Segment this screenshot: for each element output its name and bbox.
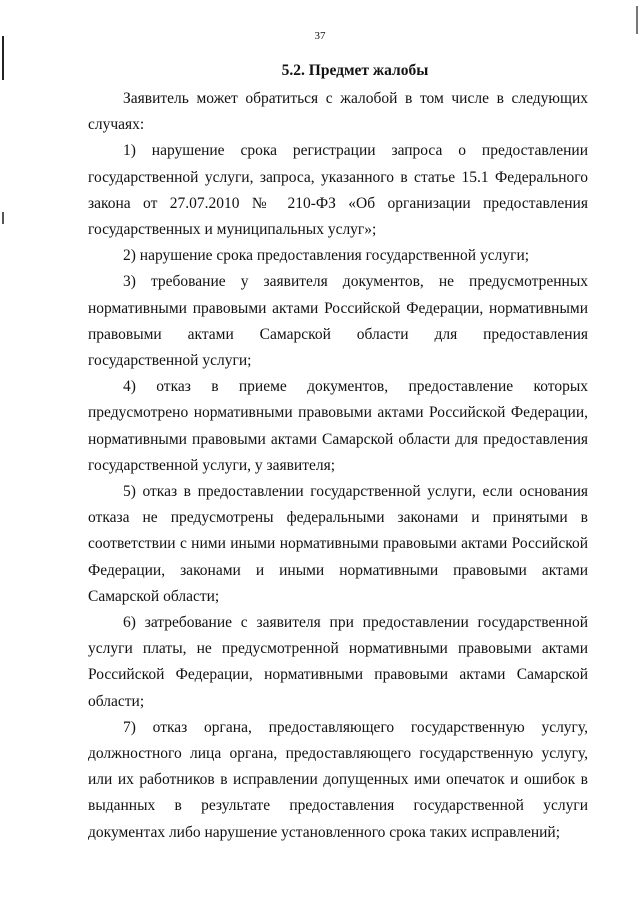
paragraph-item-7: 7) отказ органа, предоставляющего государственную услугу, должностного лица органа, предоставляющего государственную услугу, или их работников в исправлении допущенных ими опечаток и ошибок в выданных в результате предоставления государственной услуги документах либо нарушение установленного срока таких исправлений;	[88, 718, 588, 841]
section-title: 5.2. Предмет жалобы	[281, 62, 429, 79]
paragraph-item-1: 1) нарушение срока регистрации запроса о предоставлении государственной услуги, запроса, указанного в статье 15.1 Федерального закона от 27.07.2010 № 210-ФЗ «Об организации предоставления государственных и муниципальных услуг»;	[88, 142, 588, 239]
paragraph-item-3: 3) требование у заявителя документов, не предусмотренных нормативными правовыми актами Российской Федерации, нормативными правовыми актами Самарской области для предоставления государственной услуги;	[88, 273, 588, 370]
paragraph-item-2: 2) нарушение срока предоставления государственной услуги;	[123, 247, 530, 265]
document-body	[88, 86, 588, 846]
page-number: 37	[314, 30, 326, 42]
paragraph-item-4: 4) отказ в приеме документов, предоставление которых предусмотрено нормативными правовыми актами Российской Федерации, нормативными правовыми актами Самарской области для предоставления государственной услуги, у заявителя;	[88, 378, 588, 474]
scan-edge-mark	[2, 212, 4, 224]
paragraph-intro: Заявитель может обратиться с жалобой в том числе в следующих случаях:	[88, 90, 588, 134]
paragraph-item-6: 6) затребование с заявителя при предоставлении государственной услуги платы, не предусмотренной нормативными правовыми актами Российской Федерации, нормативными правовыми актами Самарской области;	[88, 614, 588, 710]
paragraph-item-5: 5) отказ в предоставлении государственной услуги, если основания отказа не предусмотрены федеральными законами и принятыми в соответствии с ними иными нормативными правовыми актами Российской Федерации, законами и иными нормативными правовыми актами Самарской области;	[88, 483, 588, 605]
